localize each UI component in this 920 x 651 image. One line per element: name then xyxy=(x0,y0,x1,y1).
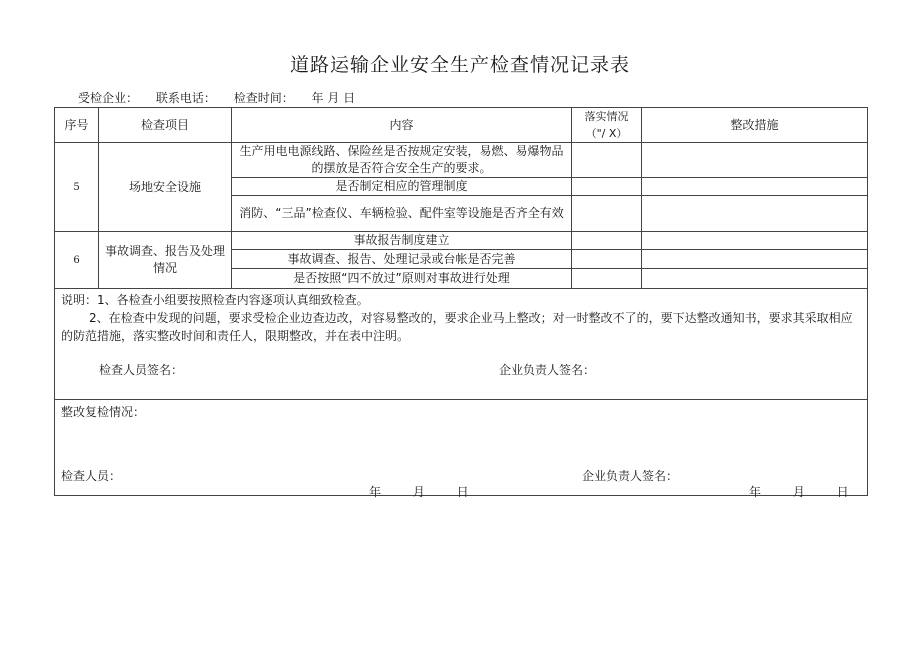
recheck-row xyxy=(55,400,868,496)
header-status: 落实情况（"/ X） xyxy=(572,108,642,143)
table-row xyxy=(55,143,868,178)
content-cell: 事故报告制度建立 xyxy=(232,232,572,250)
status-cell[interactable] xyxy=(572,143,642,178)
status-cell[interactable] xyxy=(572,269,642,289)
notes-cell xyxy=(55,289,868,400)
header-measures: 整改措施 xyxy=(642,108,868,143)
notes-line-2: 2、在检查中发现的问题，要求受检企业边查边改，对容易整改的，要求企业马上整改；对一时整改不了的，要下达整改通知书，要求其采取相应的防范措施，落实整改时间和责任人，限期整改，并在表中注明。 xyxy=(61,311,853,343)
status-cell[interactable] xyxy=(572,250,642,269)
notes-row xyxy=(55,289,868,400)
inspection-table xyxy=(54,107,868,499)
recheck-cell xyxy=(55,400,868,499)
status-cell[interactable] xyxy=(572,196,642,232)
content-cell: 消防、“三品”检查仪、车辆检验、配件室等设施是否齐全有效 xyxy=(232,196,572,232)
content-cell: 生产用电电源线路、保险丝是否按规定安装，易燃、易爆物品的摆放是否符合安全生产的要求。 xyxy=(232,143,572,178)
recheck-inspector-label: 检查人员： xyxy=(61,469,122,483)
form-meta xyxy=(78,89,369,106)
company-label: 受检企业： xyxy=(78,91,139,105)
manager-signature-label: 企业负责人签名： xyxy=(499,363,596,377)
status-cell[interactable] xyxy=(572,232,642,250)
measures-cell[interactable] xyxy=(642,196,868,232)
measures-cell[interactable] xyxy=(642,269,868,289)
header-row xyxy=(55,108,868,143)
inspector-signature-label: 检查人员签名： xyxy=(99,363,184,377)
phone-label: 联系电话： xyxy=(155,91,216,105)
notes-line-1: 说明：1、各检查小组要按照检查内容逐项认真细致检查。 xyxy=(61,293,369,307)
content-cell: 事故调查、报告、处理记录或台帐是否完善 xyxy=(232,250,572,269)
recheck-manager-label: 企业负责人签名： xyxy=(582,469,679,483)
item-cell: 事故调查、报告及处理情况 xyxy=(99,232,232,289)
measures-cell[interactable] xyxy=(642,232,868,250)
recheck-title: 整改复检情况： xyxy=(61,405,146,419)
time-label: 检查时间： xyxy=(233,91,294,105)
content-cell: 是否按照“四不放过”原则对事故进行处理 xyxy=(232,269,572,289)
date-label: 年 月 日 xyxy=(311,91,356,105)
seq-cell: 5 xyxy=(55,143,99,232)
measures-cell[interactable] xyxy=(642,250,868,269)
recheck-date-right: 年 月 日 xyxy=(749,485,849,499)
seq-cell: 6 xyxy=(55,232,99,289)
measures-cell[interactable] xyxy=(642,143,868,178)
content-cell: 是否制定相应的管理制度 xyxy=(232,178,572,196)
measures-cell[interactable] xyxy=(642,178,868,196)
table-row xyxy=(55,232,868,250)
status-cell[interactable] xyxy=(572,178,642,196)
header-content: 内容 xyxy=(232,108,572,143)
header-seq: 序号 xyxy=(55,108,99,143)
item-cell: 场地安全设施 xyxy=(99,143,232,232)
page-title: 道路运输企业安全生产检查情况记录表 xyxy=(289,54,630,76)
recheck-date-left: 年 月 日 xyxy=(369,485,469,499)
header-item: 检查项目 xyxy=(99,108,232,143)
